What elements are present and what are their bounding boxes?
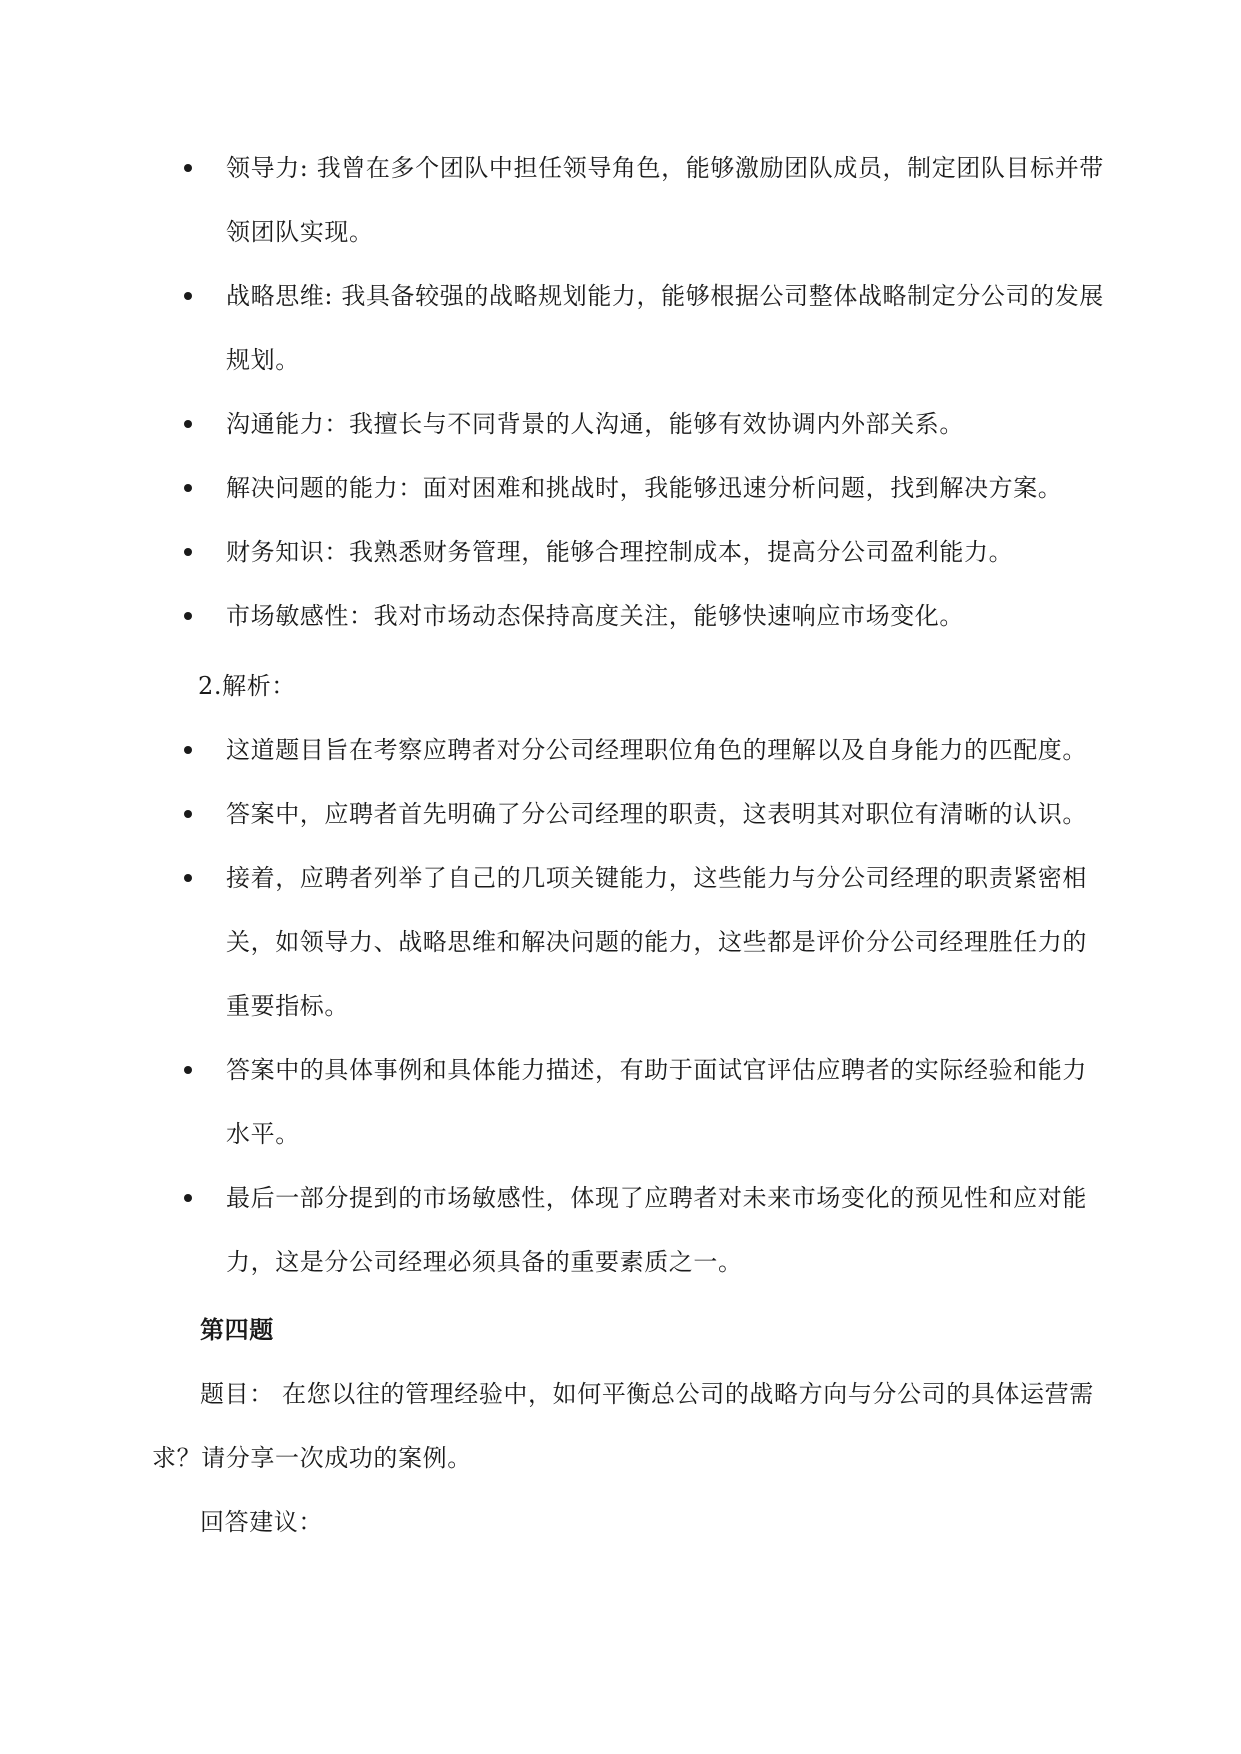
answer-advice-heading: 回答建议： (200, 1508, 323, 1536)
list-item-text: 沟通能力：我擅长与不同背景的人沟通，能够有效协调内外部关系。 (226, 410, 964, 438)
list-item (0, 520, 1106, 584)
list-item (0, 264, 1106, 392)
bullet-icon (184, 1194, 192, 1202)
bullet-icon (184, 484, 192, 492)
bullet-icon (184, 746, 192, 754)
list-item (0, 136, 1106, 264)
bullet-icon (184, 420, 192, 428)
list-item-text: 财务知识：我熟悉财务管理，能够合理控制成本，提高分公司盈利能力。 (226, 538, 1014, 566)
list-item-text: 最后一部分提到的市场敏感性，体现了应聘者对未来市场变化的预见性和应对能力，这是分公司经理必须具备的重要素质之一。 (226, 1184, 1087, 1276)
bullet-icon (184, 548, 192, 556)
analysis-list (0, 718, 1241, 1294)
list-item (0, 1038, 1106, 1166)
bullet-icon (184, 1066, 192, 1074)
list-item-text: 战略思维: 我具备较强的战略规划能力，能够根据公司整体战略制定分公司的发展规划。 (226, 282, 1104, 374)
bullet-icon (184, 612, 192, 620)
analysis-heading: 2.解析： (198, 672, 296, 700)
list-item (0, 392, 1106, 456)
list-item (0, 782, 1106, 846)
list-item-text: 领导力: 我曾在多个团队中担任领导角色，能够激励团队成员，制定团队目标并带领团队实现。 (226, 154, 1104, 246)
bullet-icon (184, 164, 192, 172)
bullet-icon (184, 292, 192, 300)
section-title: 第四题 (200, 1315, 274, 1344)
list-item-text: 解决问题的能力：面对困难和挑战时，我能够迅速分析问题，找到解决方案。 (226, 474, 1063, 502)
list-item (0, 1166, 1106, 1294)
list-item-text: 答案中，应聘者首先明确了分公司经理的职责，这表明其对职位有清晰的认识。 (226, 800, 1087, 828)
question-paragraph: 题目： 在您以往的管理经验中，如何平衡总公司的战略方向与分公司的具体运营需求？请分享一次成功的案例。 (152, 1380, 1094, 1472)
bullet-icon (184, 874, 192, 882)
list-item-text: 这道题目旨在考察应聘者对分公司经理职位角色的理解以及自身能力的匹配度。 (226, 736, 1087, 764)
strengths-list (0, 136, 1241, 648)
list-item (0, 718, 1106, 782)
list-item (0, 846, 1106, 1038)
bullet-icon (184, 810, 192, 818)
list-item-text: 答案中的具体事例和具体能力描述，有助于面试官评估应聘者的实际经验和能力水平。 (226, 1056, 1087, 1148)
list-item (0, 584, 1106, 648)
list-item-text: 市场敏感性：我对市场动态保持高度关注，能够快速响应市场变化。 (226, 602, 964, 630)
list-item (0, 456, 1106, 520)
list-item-text: 接着，应聘者列举了自己的几项关键能力，这些能力与分公司经理的职责紧密相关，如领导力、战略思维和解决问题的能力，这些都是评价分公司经理胜任力的重要指标。 (226, 864, 1087, 1020)
